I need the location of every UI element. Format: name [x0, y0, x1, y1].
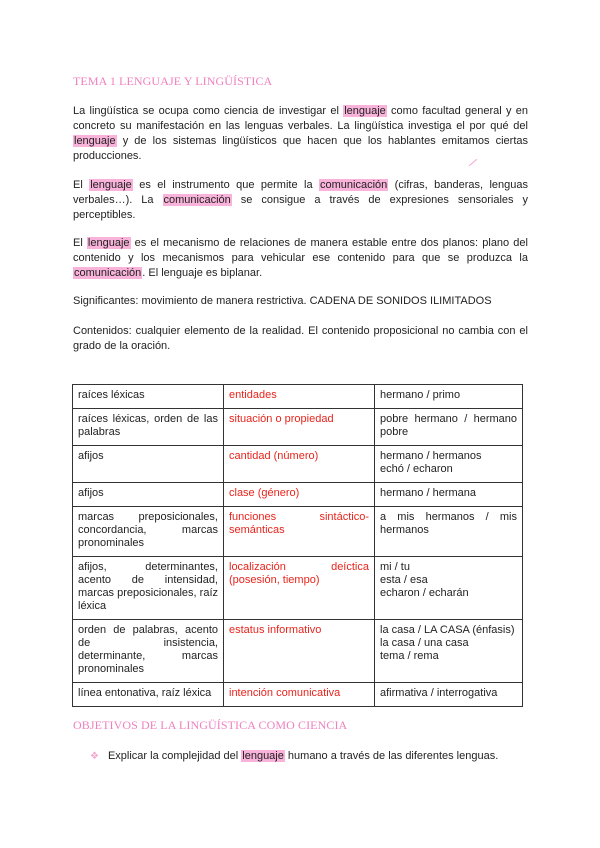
- example-line: la casa / LA CASA (énfasis): [380, 624, 515, 636]
- text: Explicar la complejidad del: [107, 750, 242, 762]
- diamond-bullet-icon: ❖: [90, 751, 99, 762]
- paragraph-2: [73, 178, 528, 223]
- text: como facultad general y en concreto su manifestación en las lenguas verbales. La lingüística investiga el por qué del: [73, 105, 528, 132]
- example-line: afirmativa / interrogativa: [380, 687, 498, 699]
- example-line: pobre hermano / hermano pobre: [380, 413, 517, 438]
- table-row: [73, 409, 523, 446]
- example-line: tema / rema: [380, 650, 439, 662]
- example-line: echaron / echarán: [380, 587, 469, 599]
- highlight: comunicación: [74, 267, 142, 279]
- cell-category: entidades: [224, 385, 375, 409]
- table-row: [73, 683, 523, 707]
- cell-source: afijos, determinantes, acento de intensidad, marcas preposicionales, raíz léxica: [73, 557, 224, 620]
- text: es el instrumento que permite la: [132, 179, 319, 191]
- cell-example: [375, 446, 523, 483]
- table-row: [73, 483, 523, 507]
- example-line: a mis hermanos / mis hermanos: [380, 511, 517, 536]
- highlight: lenguaje: [242, 750, 284, 762]
- highlight: comunicación: [163, 194, 231, 206]
- cell-category: estatus informativo: [224, 620, 375, 683]
- example-line: hermano / hermanos: [380, 450, 482, 462]
- highlight: lenguaje: [87, 237, 130, 249]
- cell-source: orden de palabras, acento de insistencia, determinante, marcas pronominales: [73, 620, 224, 683]
- cell-source: marcas preposicionales, concordancia, marcas pronominales: [73, 507, 224, 557]
- example-line: hermano / primo: [380, 389, 461, 401]
- cell-source: afijos: [73, 483, 224, 507]
- text: se consigue a través de expresiones sensoriales y perceptibles.: [73, 194, 528, 221]
- page-title: TEMA 1 LENGUAJE Y LINGÜÍSTICA: [73, 74, 273, 88]
- text: (cifras, banderas, lenguas verbales…). La: [73, 179, 528, 206]
- text: El: [73, 237, 87, 249]
- table-row: [73, 557, 523, 620]
- paragraph-3: [73, 236, 528, 281]
- cell-category: situación o propiedad: [224, 409, 375, 446]
- example-line: hermano / hermana: [380, 487, 476, 499]
- paragraph-5: Contenidos: cualquier elemento de la realidad. El contenido proposicional no cambia con el grado de la oración.: [73, 325, 528, 352]
- text: y de los sistemas lingüísticos que hacen que los hablantes emitamos ciertas producciones.: [73, 135, 528, 162]
- table-row: [73, 507, 523, 557]
- text: . El lenguaje es biplanar.: [142, 267, 263, 279]
- text: La lingüística se ocupa como ciencia de investigar el: [73, 105, 344, 117]
- cell-source: raíces léxicas: [73, 385, 224, 409]
- section-title: OBJETIVOS DE LA LINGÜÍSTICA COMO CIENCIA: [73, 718, 348, 732]
- cell-example: [375, 683, 523, 707]
- highlight: comunicación: [320, 179, 388, 191]
- cell-category: clase (género): [224, 483, 375, 507]
- example-line: mi / tu: [380, 561, 410, 573]
- highlight: lenguaje: [90, 179, 132, 191]
- cell-source: línea entonativa, raíz léxica: [73, 683, 224, 707]
- highlight: lenguaje: [344, 105, 386, 117]
- text: es el mecanismo de relaciones de manera estable entre dos planos: plano del contenido y los mecanismos para vehicular ese contenido para que se produzca la: [73, 237, 528, 264]
- example-line: echó / echaron: [380, 463, 453, 475]
- table-row: [73, 620, 523, 683]
- example-line: la casa / una casa: [380, 637, 469, 649]
- paragraph-1: [73, 104, 528, 164]
- paragraph-4: Significantes: movimiento de manera restrictiva. CADENA DE SONIDOS ILIMITADOS: [73, 295, 492, 307]
- cell-example: [375, 507, 523, 557]
- table-body: [73, 385, 523, 707]
- cell-example: [375, 483, 523, 507]
- text: El: [73, 179, 90, 191]
- example-line: esta / esa: [380, 574, 428, 586]
- cell-category: localización deíctica (posesión, tiempo): [224, 557, 375, 620]
- cell-source: afijos: [73, 446, 224, 483]
- cell-category: cantidad (número): [224, 446, 375, 483]
- cell-example: [375, 620, 523, 683]
- text: humano a través de las diferentes lenguas.: [284, 750, 499, 762]
- cell-category: funciones sintáctico-semánticas: [224, 507, 375, 557]
- cell-example: [375, 409, 523, 446]
- table-row: [73, 446, 523, 483]
- bullet-item: [90, 749, 498, 764]
- cell-source: raíces léxicas, orden de las palabras: [73, 409, 224, 446]
- cell-example: [375, 385, 523, 409]
- linguistics-table: [72, 384, 523, 707]
- cell-category: intención comunicativa: [224, 683, 375, 707]
- highlight: lenguaje: [74, 135, 116, 147]
- cell-example: [375, 557, 523, 620]
- table-row: [73, 385, 523, 409]
